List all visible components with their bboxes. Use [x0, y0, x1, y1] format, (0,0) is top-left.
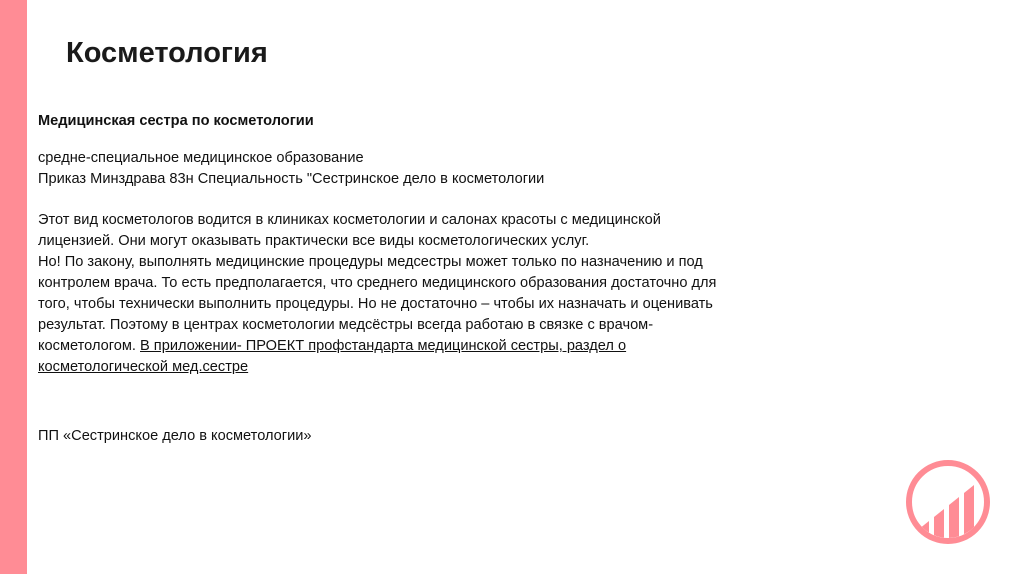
slide-title: Косметология — [66, 37, 268, 69]
body-line-1: Этот вид косметологов водится в клиниках косметологии и салонах красоты с медицинской — [38, 212, 661, 228]
body-line-4: контролем врача. То есть предполагается, что среднего медицинского образования достаточно для — [38, 275, 717, 291]
body-line-6: результат. Поэтому в центрах косметологии медсёстры всегда работаю в связке с врачом- — [38, 317, 654, 333]
left-accent-bar — [0, 0, 27, 574]
appendix-link-continued[interactable]: косметологической мед.сестре — [38, 359, 249, 375]
body-paragraph — [38, 210, 858, 378]
body-line-2: лицензией. Они могут оказывать практически все виды косметологических услуг. — [38, 233, 590, 249]
rising-bars-circle-logo-icon — [905, 459, 991, 545]
education-line-2: Приказ Минздрава 83н Специальность "Сестринское дело в косметологии — [38, 171, 545, 187]
appendix-link[interactable]: В приложении- ПРОЕКТ профстандарта медицинской сестры, раздел о — [140, 338, 627, 354]
body-line-7-text: косметологом. — [38, 338, 136, 354]
body-line-5: того, чтобы технически выполнить процедуры. Но не достаточно – чтобы их назначать и оценивать — [38, 296, 713, 312]
body-line-3: Но! По закону, выполнять медицинские процедуры медсестры может только по назначению и под — [38, 254, 703, 270]
slide-content — [38, 111, 858, 447]
program-line: ПП «Сестринское дело в косметологии» — [38, 428, 312, 444]
slide-subtitle: Медицинская сестра по косметологии — [38, 113, 314, 129]
education-block — [38, 148, 858, 190]
education-line-1: средне-специальное медицинское образование — [38, 150, 364, 166]
